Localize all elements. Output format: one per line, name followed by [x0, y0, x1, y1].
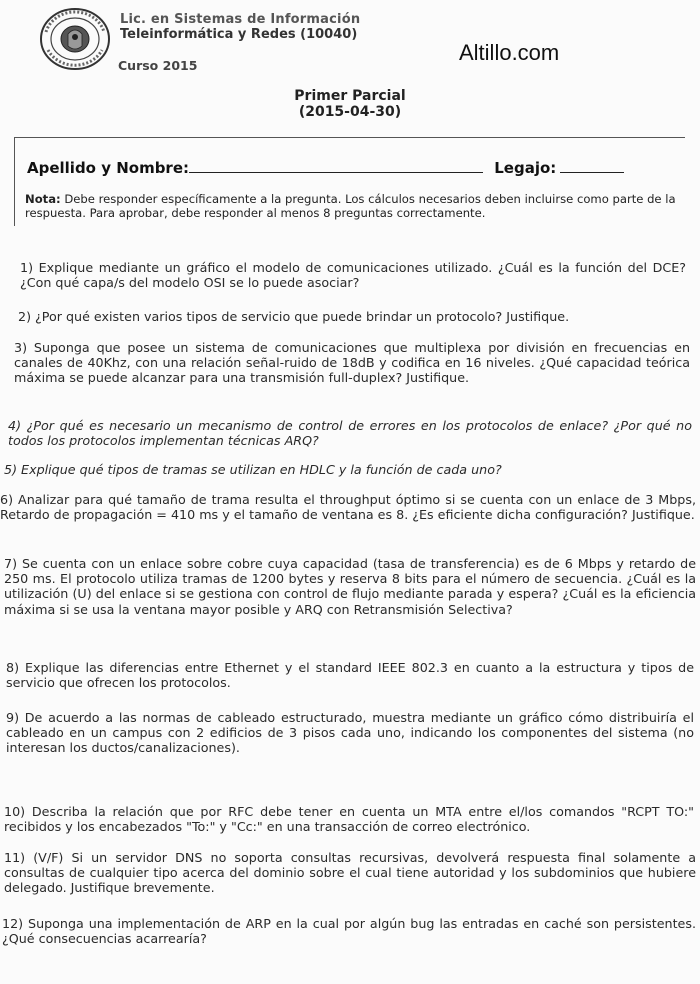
exam-date: (2015-04-30): [298, 104, 402, 120]
question-12: 12) Suponga una implementación de ARP en la cual por algún bug las entradas en caché son persistentes. ¿Qué consecuencias acarrearía?: [2, 916, 696, 947]
exam-title-block: [270, 88, 430, 120]
exam-title: Primer Parcial: [294, 88, 406, 104]
institution-header: [120, 12, 360, 42]
note-label: Nota:: [25, 192, 61, 206]
question-6: 6) Analizar para qué tamaño de trama resulta el throughput óptimo si se cuenta con un enlace de 3 Mbps, Retardo de propagación = 410 ms y el tamaño de ventana es 8. ¿Es eficiente dicha configuración? Justifique.: [0, 492, 696, 523]
note-text: Debe responder específicamente a la pregunta. Los cálculos necesarios deben incluirse como parte de la respuesta. Para aprobar, debe responder al menos 8 preguntas correctamente.: [25, 192, 676, 220]
institution-program: Lic. en Sistemas de Información: [120, 12, 361, 27]
question-2: 2) ¿Por qué existen varios tipos de servicio que puede brindar un protocolo? Justifique.: [18, 309, 570, 324]
question-7: 7) Se cuenta con un enlace sobre cobre cuya capacidad (tasa de transferencia) es de 6 Mbps y retardo de 250 ms. El protocolo utiliza tramas de 1200 bytes y reserva 8 bits para el número de secuencia. ¿Cuál es la utilización (U) del enlace si se gestiona con control de flujo mediante parada y espera? ¿Cuál es la eficiencia máxima si se usa la ventana mayor posible y ARQ con Retransmisión Selectiva?: [4, 556, 696, 617]
name-row: [27, 159, 624, 177]
legajo-field[interactable]: [560, 160, 624, 173]
name-field[interactable]: [189, 160, 483, 173]
legajo-label: Legajo:: [494, 159, 557, 177]
exam-note: [25, 192, 687, 220]
institution-subject: Teleinformática y Redes (10040): [120, 27, 358, 42]
question-9: 9) De acuerdo a las normas de cableado estructurado, muestra mediante un gráfico cómo distribuiría el cableado en un campus con 2 edificios de 3 pisos cada uno, indicando los componentes del sistema (no interesan los ductos/canalizaciones).: [6, 710, 694, 756]
question-1: 1) Explique mediante un gráfico el modelo de comunicaciones utilizado. ¿Cuál es la función del DCE? ¿Con qué capa/s del modelo OSI se lo puede asociar?: [20, 260, 686, 291]
student-info-box: [14, 137, 685, 226]
question-4: 4) ¿Por qué es necesario un mecanismo de control de errores en los protocolos de enlace? ¿Por qué no todos los protocolos implementan técnicas ARQ?: [8, 418, 692, 449]
university-seal-icon: [38, 6, 112, 72]
watermark-text: Altillo.com: [459, 40, 560, 65]
question-10: 10) Describa la relación que por RFC debe tener en cuenta un MTA entre el/los comandos "RCPT TO:" recibidos y los encabezados "To:" y "Cc:" en una transacción de correo electrónico.: [4, 804, 694, 835]
question-8: 8) Explique las diferencias entre Ethernet y el standard IEEE 802.3 en cuanto a la estructura y tipos de servicio que ofrecen los protocolos.: [6, 660, 694, 691]
question-11: 11) (V/F) Si un servidor DNS no soporta consultas recursivas, devolverá respuesta final solamente a consultas de cualquier tipo acerca del dominio sobre el cual tiene autoridad y los subdominios que hubiere delegado. Justifique brevemente.: [4, 850, 696, 896]
name-label: Apellido y Nombre:: [27, 159, 190, 177]
course-year: Curso 2015: [118, 58, 198, 73]
question-5: 5) Explique qué tipos de tramas se utilizan en HDLC y la función de cada uno?: [4, 462, 502, 477]
question-3: 3) Suponga que posee un sistema de comunicaciones que multiplexa por división en frecuencias en canales de 40Khz, con una relación señal-ruido de 18dB y codifica en 16 niveles. ¿Qué capacidad teórica máxima se puede alcanzar para una transmisión full-duplex? Justifique.: [14, 340, 690, 386]
